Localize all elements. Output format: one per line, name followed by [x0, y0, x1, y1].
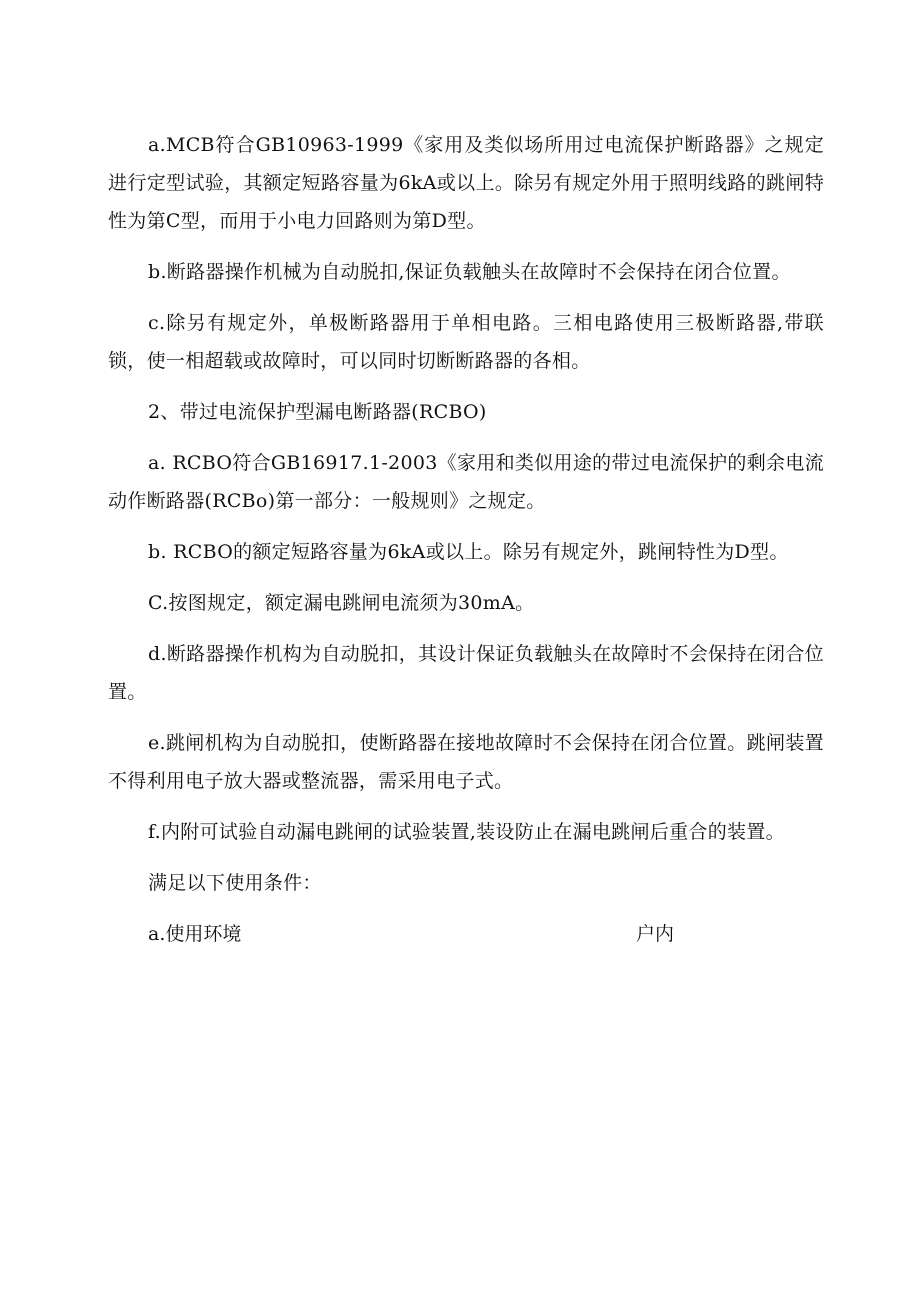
paragraph-rcbo-test-device: f.内附可试验自动漏电跳闸的试验装置,装设防止在漏电跳闸后重合的装置。 [148, 821, 785, 843]
paragraph-rcbo-operating-mechanism: d.断路器操作机构为自动脱扣，其设计保证负载触头在故障时不会保持在闭合位置。 [108, 643, 824, 703]
paragraph-mcb-trip-mechanism: b.断路器操作机械为自动脱扣,保证负载触头在故障时不会保持在闭合位置。 [148, 261, 791, 283]
paragraph-rcbo-standard: a. RCBO符合GB16917.1-2003《家用和类似用途的带过电流保护的剩余电流动作断路器(RCBo)第一部分：一般规则》之规定。 [108, 452, 824, 512]
document-body [108, 126, 824, 953]
condition-row-environment [108, 915, 824, 953]
paragraph-mcb-standard: a.MCB符合GB10963-1999《家用及类似场所用过电流保护断路器》之规定进行定型试验，其额定短路容量为6kA或以上。除另有规定外用于照明线路的跳闸特性为第C型，而用于小电力回路则为第D型。 [108, 134, 824, 232]
paragraph-rcbo-trip-mechanism: e.跳闸机构为自动脱扣，使断路器在接地故障时不会保持在闭合位置。跳闸装置不得利用电子放大器或整流器，需采用电子式。 [108, 732, 824, 792]
section-heading-rcbo: 2、带过电流保护型漏电断路器(RCBO) [148, 401, 487, 423]
condition-value: 户内 [636, 923, 675, 945]
paragraph-mcb-poles: c.除另有规定外，单极断路器用于单相电路。三相电路使用三极断路器,带联锁，使一相超载或故障时，可以同时切断断路器的各相。 [108, 312, 824, 372]
paragraph-conditions-intro: 满足以下使用条件： [148, 872, 322, 894]
paragraph-rcbo-capacity: b. RCBO的额定短路容量为6kA或以上。除另有规定外，跳闸特性为D型。 [148, 541, 789, 563]
condition-label: a.使用环境 [148, 923, 242, 945]
paragraph-rcbo-leakage-current: C.按图规定，额定漏电跳闸电流须为30mA。 [148, 592, 535, 614]
